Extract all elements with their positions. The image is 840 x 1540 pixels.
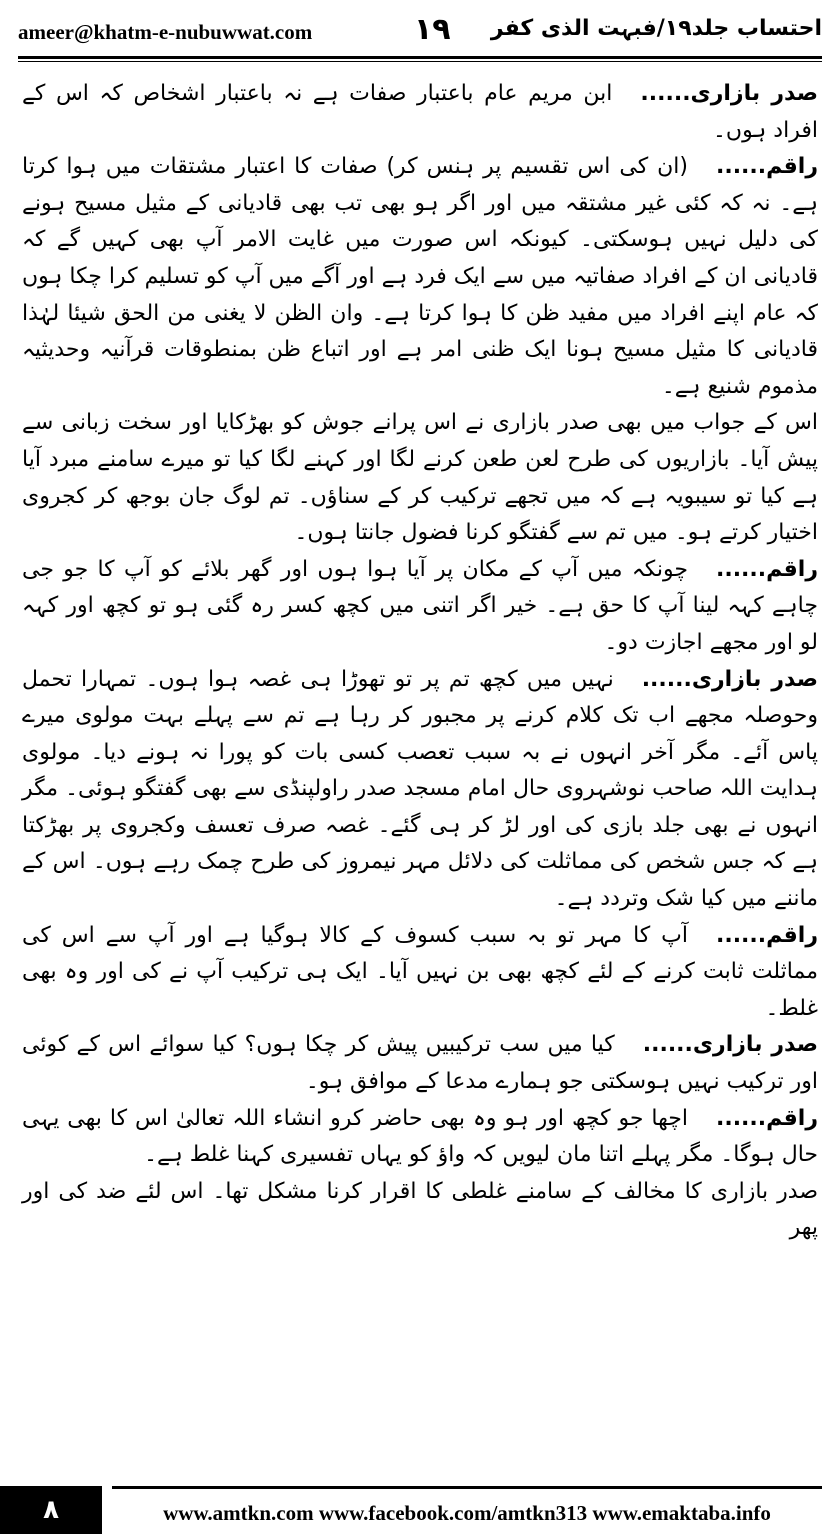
speaker-label: صدر بازاری......	[642, 1032, 818, 1058]
speaker-label: راقم......	[715, 922, 818, 948]
speaker-label: صدر بازاری......	[641, 666, 818, 692]
speaker-label: صدر بازاری......	[640, 81, 818, 106]
paragraph-text: اس کے جواب میں بھی صدر بازاری نے اس پرانے جوش کو بھڑکایا اور سخت زبانی سے پیش آیا۔ بازاریوں کی طرح لعن طعن کرنے لگا اور کہنے لگا کیا تو میرے سامنے مبرد آیا ہے کیا تو سیبویہ ہے کہ میں تجھے ترکیب کر کے سناؤں۔ تم لوگ جان بوجھ کر کجروی اختیار کرتے ہو۔ میں تم سے گفتگو کرنا فضول جانتا ہوں۔	[22, 410, 818, 546]
paragraph	[22, 662, 818, 918]
page-footer	[0, 1486, 840, 1534]
header-rule	[18, 56, 822, 59]
paragraph	[22, 1101, 818, 1174]
page-header	[18, 12, 822, 52]
speaker-label: راقم......	[715, 556, 818, 582]
paragraph-text: ابن مریم عام باعتبار صفات ہے نہ باعتبار اشخاص کہ اس کے افراد ہوں۔	[22, 81, 818, 143]
book-title: احتساب جلد۱۹/فبہت الذی کفر	[490, 16, 822, 41]
paragraph-text: اچھا جو کچھ اور ہو وہ بھی حاضر کرو انشاء اللہ تعالیٰ اس کا بھی یہی حال ہوگا۔ مگر پہلے اتنا مان لیویں کہ واؤ کو یہاں تفسیری کہنا غلط ہے۔	[22, 1105, 818, 1168]
paragraph-text: چونکہ میں آپ کے مکان پر آیا ہوا ہوں اور گھر بلائے کو آپ کا جو جی چاہے کہہ لینا آپ کا حق ہے۔ خیر اگر اتنی میں کچھ کسر رہ گئی ہو تو کچھ اور کہہ لو اور مجھے اجازت دو۔	[22, 556, 818, 655]
volume-number: ٨	[0, 1486, 102, 1534]
page-body	[22, 76, 818, 1247]
paragraph	[22, 1027, 818, 1100]
paragraph	[22, 405, 818, 551]
paragraph	[22, 1174, 818, 1247]
speaker-label: راقم......	[715, 1105, 818, 1131]
paragraph-text: آپ کا مہر تو بہ سبب کسوف کے کالا ہوگیا ہے اور آپ سے اس کی مماثلت ثابت کرنے کے لئے کچھ بھی بن نہیں آیا۔ ایک ہی ترکیب آپ نے کی اور وہ بھی غلط۔	[22, 922, 818, 1021]
paragraph	[22, 918, 818, 1028]
paragraph-text: صدر بازاری کا مخالف کے سامنے غلطی کا اقرار کرنا مشکل تھا۔ اس لئے ضد کی اور پھر	[22, 1178, 818, 1241]
header-email: ameer@khatm-e-nubuwwat.com	[18, 20, 313, 44]
paragraph-text: (ان کی اس تقسیم پر ہنس کر) صفات کا اعتبار مشتقات میں ہوا کرتا ہے۔ نہ کہ کئی غیر مشتقہ میں اور اگر ہو بھی تب بھی قادیانی کے مثیل مسیح ہونے کی دلیل نہیں ہوسکتی۔ کیونکہ اس صورت میں غایت الامر آپ بھی کہیں گے کہ قادیانی ان کے افراد صفاتیہ میں سے ایک فرد ہے اور آگے میں آپ کو تسلیم کرا چکا ہوں کہ عام اپنے افراد میں مفید ظن کا ہوا کرتا ہے۔ وان الظن لا یغنی من الحق شیئا لہٰذا قادیانی کا مثیل مسیح ہونا ایک ظنی امر ہے اور اتباع ظن بمنطوقات قرآنیہ وحدیثیہ مذموم شنیع ہے۔	[22, 154, 818, 399]
paragraph	[22, 552, 818, 662]
header-rule-thin	[18, 61, 822, 62]
footer-links: www.amtkn.com www.facebook.com/amtkn313 www.emaktaba.info	[112, 1486, 822, 1537]
page-number: ١٩	[414, 12, 451, 47]
paragraph-text: نہیں میں کچھ تم پر تو تھوڑا ہی غصہ ہوا ہوں۔ تمہارا تحمل وحوصلہ مجھے اب تک کلام کرنے پر مجبور کر رہا ہے تم سے پہلے بہت مولوی میرے پاس آئے۔ مگر آخر انہوں نے بہ سبب تعصب کسی بات کو پورا نہ ہونے دیا۔ مولوی ہدایت اللہ صاحب نوشہروی حال امام مسجد صدر راولپنڈی سے بھی گفتگو ہوئی۔ مگر انہوں نے بھی جلد بازی کی اور لڑ کر ہی گئے۔ غصہ صرف تعسف وکجروی پر بھڑکتا ہے کہ جس شخص کی مماثلت کی دلائل مہر نیمروز کی طرح چمک رہے ہوں۔ اس کے ماننے میں کیا شک وتردد ہے۔	[22, 666, 818, 912]
paragraph-text: کیا میں سب ترکیبیں پیش کر چکا ہوں؟ کیا سوائے اس کے کوئی اور ترکیب نہیں ہوسکتی جو ہمارے مدعا کے موافق ہو۔	[22, 1032, 818, 1095]
paragraph	[22, 76, 818, 149]
paragraph	[22, 149, 818, 405]
speaker-label: راقم......	[715, 154, 818, 180]
